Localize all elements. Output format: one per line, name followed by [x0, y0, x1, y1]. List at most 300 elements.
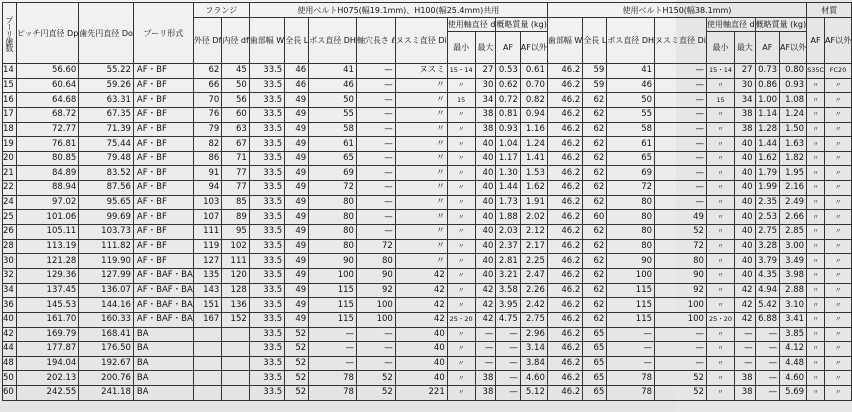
table-cell: — [356, 225, 395, 240]
table-cell: 42 [475, 283, 496, 298]
table-cell: 92 [356, 283, 395, 298]
table-cell: 0.86 [755, 78, 779, 93]
table-cell: 〃 [807, 181, 825, 196]
table-cell: 61 [309, 137, 357, 152]
table-cell: 24 [3, 195, 17, 210]
table-cell: 64.68 [16, 93, 78, 108]
table-cell: 49 [655, 210, 707, 225]
table-cell: 242.55 [16, 386, 78, 401]
table-cell: 49 [285, 268, 309, 283]
table-cell: — [655, 151, 707, 166]
table-cell: 〃 [807, 225, 825, 240]
table-cell: — [755, 356, 779, 371]
table-cell: 58 [607, 122, 655, 137]
table-cell: 46.2 [547, 386, 582, 401]
table-cell: 26 [3, 225, 17, 240]
table-cell: 169.79 [16, 327, 78, 342]
table-cell: 56.60 [16, 64, 78, 79]
table-cell: 〃 [825, 107, 852, 122]
table-cell: 〃 [825, 137, 852, 152]
table-cell [222, 386, 249, 401]
table-cell: 〃 [825, 166, 852, 181]
table-cell: 〃 [395, 137, 447, 152]
table-cell: 〃 [706, 210, 734, 225]
table-cell: 95.65 [79, 195, 134, 210]
table-cell: 50 [3, 371, 17, 386]
table-cell: 〃 [706, 371, 734, 386]
table-cell: 1.44 [755, 137, 779, 152]
table-cell: 〃 [825, 356, 852, 371]
header-g1-total-length: 全長 L [285, 18, 309, 64]
table-cell: 〃 [706, 78, 734, 93]
table-cell: 〃 [807, 107, 825, 122]
header-g1-boss-diameter: ボス直径 DH [309, 18, 357, 64]
table-cell: AF・BAF・BA [133, 298, 193, 313]
table-cell: 78 [309, 386, 357, 401]
table-cell: 49 [285, 283, 309, 298]
table-cell: 1.53 [520, 166, 547, 181]
table-cell: AF・BF [133, 137, 193, 152]
table-cell: 〃 [807, 386, 825, 401]
table-row [3, 166, 852, 181]
table-cell: 63 [222, 122, 249, 137]
table-cell: 144.16 [79, 298, 134, 313]
table-cell: 72 [356, 239, 395, 254]
table-cell: 〃 [825, 386, 852, 401]
table-cell: 40 [475, 195, 496, 210]
table-cell: 44 [3, 342, 17, 357]
header-g2-bore-min: 最小 [706, 32, 734, 64]
table-row [3, 64, 852, 79]
header-g2-mass: 概略質量 (kg) [755, 18, 807, 32]
table-cell: 〃 [807, 137, 825, 152]
table-cell: 49 [285, 195, 309, 210]
table-cell: 52 [285, 371, 309, 386]
table-cell: 46.2 [547, 166, 582, 181]
table-cell: 〃 [807, 151, 825, 166]
table-cell: 60 [583, 210, 607, 225]
table-cell: 〃 [447, 386, 475, 401]
header-pitch-diameter: ピッチ円直径 Dp [16, 3, 78, 64]
table-cell: 76 [193, 107, 222, 122]
table-cell: 〃 [825, 195, 852, 210]
table-cell: — [655, 327, 707, 342]
table-cell: 46.2 [547, 107, 582, 122]
table-cell: 49 [285, 210, 309, 225]
table-cell: 33.5 [249, 342, 284, 357]
table-cell: — [356, 151, 395, 166]
table-cell: 62 [193, 64, 222, 79]
header-pulley-form: プーリ形式 [133, 3, 193, 64]
table-cell: 1.17 [496, 151, 520, 166]
table-cell: 〃 [447, 298, 475, 313]
table-cell: 1.99 [755, 181, 779, 196]
table-cell: 145.53 [16, 298, 78, 313]
table-cell: 2.81 [496, 254, 520, 269]
table-cell: 40 [475, 151, 496, 166]
table-cell: 0.72 [496, 93, 520, 108]
table-cell: 40 [475, 181, 496, 196]
table-cell: 137.45 [16, 283, 78, 298]
table-cell: — [655, 93, 707, 108]
table-cell: 67.35 [79, 107, 134, 122]
table-cell: 49 [285, 122, 309, 137]
table-cell: 71 [222, 151, 249, 166]
table-cell: 1.63 [780, 137, 807, 152]
table-cell: 40 [735, 225, 756, 240]
table-cell: 62 [583, 254, 607, 269]
table-cell: — [755, 342, 779, 357]
table-cell: 36 [3, 298, 17, 313]
table-row [3, 386, 852, 401]
table-cell: 42 [395, 312, 447, 327]
table-cell: 〃 [807, 298, 825, 313]
table-cell: 46.2 [547, 93, 582, 108]
table-cell [222, 342, 249, 357]
table-cell: 〃 [447, 327, 475, 342]
table-cell: 〃 [447, 107, 475, 122]
table-cell: — [655, 356, 707, 371]
table-cell: 161.70 [16, 312, 78, 327]
table-cell: 33.5 [249, 298, 284, 313]
table-cell: 34 [735, 93, 756, 108]
table-cell: 40 [735, 210, 756, 225]
table-cell: 115 [309, 283, 357, 298]
table-cell: 1.82 [780, 151, 807, 166]
table-cell: 33.5 [249, 122, 284, 137]
table-cell: 〃 [395, 93, 447, 108]
table-cell: 63.31 [79, 93, 134, 108]
header-g2-keyway-diameter: ヌスミ直径 Di [655, 18, 707, 64]
table-cell: 〃 [807, 195, 825, 210]
table-cell: 100 [356, 312, 395, 327]
table-cell: 〃 [825, 78, 852, 93]
table-cell: 49 [285, 254, 309, 269]
table-cell: 62 [583, 137, 607, 152]
table-cell: 1.04 [496, 137, 520, 152]
table-cell: 46.2 [547, 356, 582, 371]
table-cell: 62 [583, 283, 607, 298]
table-cell: 111.82 [79, 239, 134, 254]
table-cell: 40 [475, 254, 496, 269]
table-cell: 101.06 [16, 210, 78, 225]
table-cell: AF・BF [133, 107, 193, 122]
table-cell: 〃 [807, 93, 825, 108]
table-cell: 105.11 [16, 225, 78, 240]
table-cell: — [309, 342, 357, 357]
table-cell: 52 [285, 386, 309, 401]
table-cell: 46.2 [547, 268, 582, 283]
table-cell: BA [133, 371, 193, 386]
table-cell: 〃 [807, 239, 825, 254]
table-cell: 46 [309, 78, 357, 93]
table-cell: 33.5 [249, 283, 284, 298]
table-cell: 99.69 [79, 210, 134, 225]
table-cell: — [475, 356, 496, 371]
table-cell: 46.2 [547, 210, 582, 225]
table-cell: 0.82 [520, 93, 547, 108]
table-cell: 33.5 [249, 181, 284, 196]
table-cell: 2.37 [496, 239, 520, 254]
table-cell: 〃 [447, 151, 475, 166]
table-cell: 103.73 [79, 225, 134, 240]
table-cell: 0.94 [520, 107, 547, 122]
table-cell: 〃 [825, 298, 852, 313]
table-cell: 70 [193, 93, 222, 108]
table-cell: 6.88 [755, 312, 779, 327]
table-cell: 33.5 [249, 268, 284, 283]
table-cell: 〃 [706, 386, 734, 401]
table-cell: 72 [607, 181, 655, 196]
table-cell: 46.2 [547, 151, 582, 166]
table-cell [193, 327, 222, 342]
table-cell: 62 [583, 151, 607, 166]
table-cell: 40 [735, 195, 756, 210]
table-cell: 40 [735, 254, 756, 269]
table-cell: 52 [655, 371, 707, 386]
table-cell: 40 [395, 342, 447, 357]
table-cell: 1.24 [780, 107, 807, 122]
table-cell: — [655, 195, 707, 210]
table-cell: 71.39 [79, 122, 134, 137]
table-cell: 52 [285, 342, 309, 357]
table-cell: 65 [309, 151, 357, 166]
table-cell: 90 [309, 254, 357, 269]
table-cell: 75.44 [79, 137, 134, 152]
table-cell: 〃 [807, 78, 825, 93]
table-cell: 〃 [807, 122, 825, 137]
table-cell: 52 [655, 225, 707, 240]
header-g2-boss-diameter: ボス直径 DH [607, 18, 655, 64]
table-cell: 79.48 [79, 151, 134, 166]
table-cell: — [496, 327, 520, 342]
table-cell: 62 [583, 93, 607, 108]
table-cell: 18 [3, 122, 17, 137]
table-cell: 52 [285, 327, 309, 342]
table-cell: 4.35 [755, 268, 779, 283]
table-cell: 86 [193, 151, 222, 166]
table-cell: 2.85 [780, 225, 807, 240]
table-cell: 33.5 [249, 64, 284, 79]
table-cell: 45 [222, 64, 249, 79]
table-cell: 46.2 [547, 122, 582, 137]
table-cell: 3.21 [496, 268, 520, 283]
table-cell: 3.85 [780, 327, 807, 342]
table-cell: 2.42 [520, 298, 547, 313]
table-row [3, 254, 852, 269]
header-g1-bore-min: 最小 [447, 32, 475, 64]
table-cell: 〃 [825, 151, 852, 166]
table-cell: 〃 [825, 327, 852, 342]
table-cell: — [735, 327, 756, 342]
table-cell: 177.87 [16, 342, 78, 357]
table-cell: 33.5 [249, 93, 284, 108]
table-cell: 46.2 [547, 254, 582, 269]
table-cell: 167 [193, 312, 222, 327]
table-cell: 42 [735, 283, 756, 298]
table-cell: 2.26 [520, 283, 547, 298]
table-cell: 38 [475, 122, 496, 137]
table-cell: 〃 [706, 254, 734, 269]
table-cell: 40 [735, 137, 756, 152]
table-cell: — [356, 342, 395, 357]
table-cell: 77 [222, 166, 249, 181]
table-cell: 79 [193, 122, 222, 137]
table-cell: — [655, 166, 707, 181]
table-cell: 46.2 [547, 342, 582, 357]
table-cell: 143 [193, 283, 222, 298]
table-cell: 160.33 [79, 312, 134, 327]
table-cell: 〃 [807, 268, 825, 283]
table-cell: 16 [3, 93, 17, 108]
table-cell: 67 [222, 137, 249, 152]
table-cell: 0.93 [780, 78, 807, 93]
table-cell: 2.49 [780, 195, 807, 210]
table-cell: — [607, 327, 655, 342]
table-cell: 62 [583, 195, 607, 210]
table-cell: 〃 [395, 210, 447, 225]
table-cell: 2.17 [520, 239, 547, 254]
header-g2-tooth-width: 歯部幅 W [547, 18, 582, 64]
table-cell: 46.2 [547, 327, 582, 342]
table-cell: 46.2 [547, 225, 582, 240]
table-cell: — [607, 342, 655, 357]
table-cell: 76.81 [16, 137, 78, 152]
table-cell: 5.12 [520, 386, 547, 401]
table-cell: AF・BF [133, 225, 193, 240]
table-row [3, 225, 852, 240]
table-cell [222, 356, 249, 371]
table-cell: 38 [475, 386, 496, 401]
table-cell: 59 [583, 78, 607, 93]
table-cell: 46 [607, 78, 655, 93]
table-cell: — [755, 386, 779, 401]
table-cell: 〃 [825, 225, 852, 240]
table-cell: 33.5 [249, 166, 284, 181]
table-cell: 〃 [706, 298, 734, 313]
table-cell: 62 [583, 312, 607, 327]
table-cell: 42 [3, 327, 17, 342]
table-cell: 100 [607, 268, 655, 283]
table-cell: 102 [222, 239, 249, 254]
table-cell: 33.5 [249, 210, 284, 225]
table-cell: 1.41 [520, 151, 547, 166]
table-cell: AF・BF [133, 239, 193, 254]
table-cell: 〃 [825, 122, 852, 137]
table-cell: 1.16 [520, 122, 547, 137]
table-cell: 90 [655, 268, 707, 283]
table-cell: 1.79 [755, 166, 779, 181]
table-cell: 2.96 [520, 327, 547, 342]
pulley-spec-table [2, 2, 852, 401]
table-cell: 3.00 [780, 239, 807, 254]
table-cell: 〃 [447, 195, 475, 210]
table-cell: BA [133, 327, 193, 342]
table-cell: 〃 [807, 371, 825, 386]
table-cell: 〃 [447, 210, 475, 225]
table-cell: 〃 [447, 181, 475, 196]
table-cell: 〃 [807, 342, 825, 357]
table-cell: 49 [285, 239, 309, 254]
table-cell: 41 [309, 64, 357, 79]
table-cell: 80 [309, 210, 357, 225]
header-group-h150: 使用ベルトH150(幅38.1mm) [547, 3, 806, 18]
table-cell: 1.73 [496, 195, 520, 210]
table-cell: 68.72 [16, 107, 78, 122]
table-cell: 1.62 [755, 151, 779, 166]
table-cell: 〃 [395, 225, 447, 240]
table-cell: 94 [193, 181, 222, 196]
table-cell: — [475, 327, 496, 342]
table-cell: — [356, 210, 395, 225]
table-cell [193, 342, 222, 357]
table-cell: 15・14 [706, 64, 734, 79]
table-cell: 80 [356, 254, 395, 269]
table-cell: 1.08 [780, 93, 807, 108]
table-cell: 49 [285, 225, 309, 240]
table-cell: 3.41 [780, 312, 807, 327]
table-cell: AF・BAF・BA [133, 283, 193, 298]
table-cell: 1.50 [780, 122, 807, 137]
table-cell: 40 [475, 166, 496, 181]
table-cell: 〃 [825, 181, 852, 196]
table-cell: 〃 [706, 151, 734, 166]
table-cell: 0.53 [496, 64, 520, 79]
table-cell: 60 [222, 107, 249, 122]
table-cell: 78 [607, 371, 655, 386]
table-cell: ヌスミ [395, 64, 447, 79]
table-cell: 1.44 [496, 181, 520, 196]
table-cell: 0.80 [780, 64, 807, 79]
table-cell: — [735, 342, 756, 357]
table-cell: 〃 [706, 107, 734, 122]
table-cell: 90 [356, 268, 395, 283]
table-cell: 40 [395, 371, 447, 386]
table-cell: 〃 [395, 151, 447, 166]
table-cell: 100 [356, 298, 395, 313]
table-cell: 46.2 [547, 312, 582, 327]
table-cell: 127.99 [79, 268, 134, 283]
table-cell: 4.75 [496, 312, 520, 327]
table-cell: 52 [356, 371, 395, 386]
table-cell: 80 [607, 210, 655, 225]
table-cell: — [356, 195, 395, 210]
table-cell: 88.94 [16, 181, 78, 196]
table-cell: — [655, 64, 707, 79]
table-cell: 25・20 [706, 312, 734, 327]
table-cell: 2.75 [755, 225, 779, 240]
table-cell: 〃 [395, 181, 447, 196]
table-cell: AF・BF [133, 151, 193, 166]
table-cell: 2.88 [780, 283, 807, 298]
table-row [3, 312, 852, 327]
table-cell: 46.2 [547, 298, 582, 313]
table-cell: 21 [3, 166, 17, 181]
table-cell: 62 [583, 107, 607, 122]
table-cell: 〃 [706, 225, 734, 240]
table-cell: — [356, 107, 395, 122]
table-cell: 80.85 [16, 151, 78, 166]
table-row [3, 195, 852, 210]
table-cell: 42 [735, 312, 756, 327]
table-cell: AF・BF [133, 64, 193, 79]
table-cell: 1.95 [780, 166, 807, 181]
table-cell: 〃 [395, 254, 447, 269]
header-g1-mass-other: AF以外 [520, 32, 547, 64]
table-cell: 49 [285, 298, 309, 313]
table-cell: — [356, 64, 395, 79]
table-row [3, 107, 852, 122]
